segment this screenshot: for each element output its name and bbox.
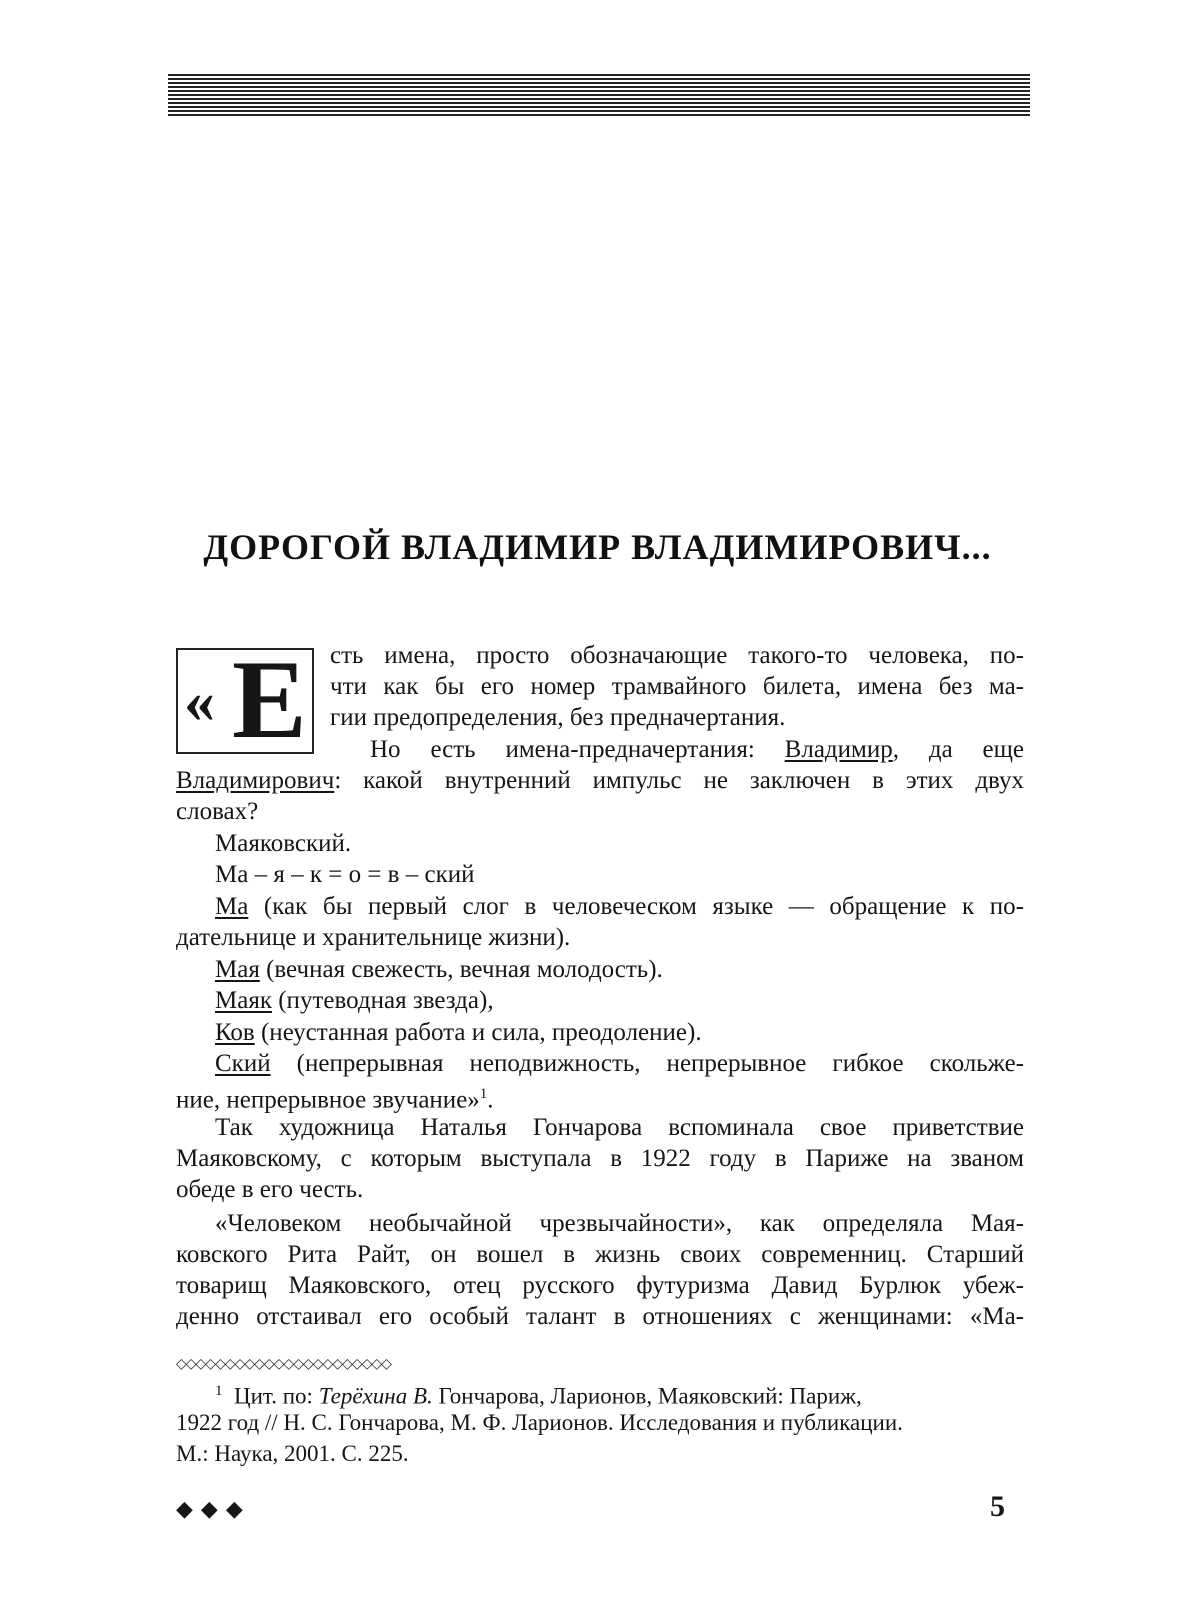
syllable-text: (непрерывная неподвижность, непрерывное гибкое скольже- (270, 1050, 1024, 1077)
paragraph-line: «Человеком необычайной чрезвычайности», как определяла Мая- (215, 1210, 1024, 1237)
syllable-text: (как бы первый слог в человеческом языке — обращение к по- (248, 893, 1024, 920)
period: . (487, 1086, 494, 1114)
syllable-entry (215, 1048, 1024, 1080)
paragraph-line (176, 765, 1024, 797)
text-span: : какой внутренний импульс не заключен в этих двух (334, 767, 1024, 794)
paragraph-line: Так художница Наталья Гончарова вспоминала свое приветствие (215, 1114, 1024, 1141)
paragraph-line: Маяковскому, с которым выступала в 1922 году в Париже на званом (176, 1145, 1024, 1172)
footnote-text: Гончарова, Ларионов, Маяковский: Париж, (432, 1383, 862, 1409)
syllable-entry-cont: дательнице и хранительнице жизни). (176, 924, 571, 951)
footnote-separator: ◇◇◇◇◇◇◇◇◇◇◇◇◇◇◇◇◇◇◇◇◇◇ (176, 1357, 391, 1372)
paragraph-line: обеде в его честь. (176, 1176, 364, 1203)
paragraph-line: товарищ Маяковского, отец русского футуризма Давид Бурлюк убеж- (176, 1272, 1024, 1299)
syllable-key: Мая (215, 956, 260, 983)
syllable-key: Ков (215, 1019, 255, 1046)
paragraph-line: чти как бы его номер трамвайного билета, имена без ма- (330, 673, 1024, 700)
text-span: Но есть имена-предначертания: (370, 736, 785, 763)
footnote-text: Цит. по: (234, 1383, 319, 1409)
syllable-entry (215, 1017, 702, 1049)
paragraph-line: ковского Рита Райт, он вошел в жизнь своих современниц. Старший (176, 1241, 1024, 1268)
footnote-author: Терёхина В. (318, 1383, 433, 1409)
footnote-number: 1 (215, 1383, 223, 1399)
syllable-text: (вечная свежесть, вечная молодость). (259, 956, 663, 983)
syllable-key: Ский (215, 1050, 271, 1077)
syllable-key: Маяк (215, 987, 272, 1014)
chapter-title: ДОРОГОЙ ВЛАДИМИР ВЛАДИМИРОВИЧ... (203, 527, 992, 567)
footer-diamond-ornament: ◆◆◆ (176, 1496, 251, 1521)
page-number: 5 (990, 1490, 1005, 1523)
paragraph-line: словах? (176, 798, 259, 825)
syllable-text: (неустанная работа и сила, преодоление). (254, 1019, 702, 1046)
surname-line: Маяковский. (215, 830, 352, 857)
footnote-line: М.: Наука, 2001. С. 225. (176, 1441, 409, 1466)
underlined-name: Владимир (784, 736, 893, 763)
dropcap-letter: Е (232, 638, 307, 762)
header-rule-ornament (168, 74, 1030, 118)
dropcap-quote: « (184, 668, 215, 736)
underlined-name: Владимирович (176, 767, 335, 794)
syllable-key: Ма (215, 893, 249, 920)
syllable-entry (215, 985, 494, 1017)
footnote-marker: 1 (479, 1086, 488, 1102)
paragraph-line: гии предопределения, без предначертания. (330, 704, 786, 731)
syllable-entry (215, 891, 1024, 923)
syllable-text: ние, непрерывное звучание» (176, 1086, 480, 1114)
syllable-entry-cont (176, 1079, 494, 1116)
dropcap-box (176, 638, 314, 762)
footnote-line: 1922 год // Н. С. Гончарова, М. Ф. Ларионов. Исследования и публикации. (176, 1410, 903, 1435)
syllable-entry (215, 954, 663, 986)
paragraph-line: сть имена, просто обозначающие такого-то человека, по- (330, 642, 1024, 669)
syllable-text: (путеводная звезда), (271, 987, 494, 1014)
paragraph-line (370, 734, 1024, 766)
syllables-line: Ма – я – к = о = в – ский (215, 861, 475, 888)
text-span: , да еще (892, 736, 1025, 763)
paragraph-line: денно отстаивал его особый талант в отношениях с женщинами: «Ма- (176, 1303, 1024, 1330)
